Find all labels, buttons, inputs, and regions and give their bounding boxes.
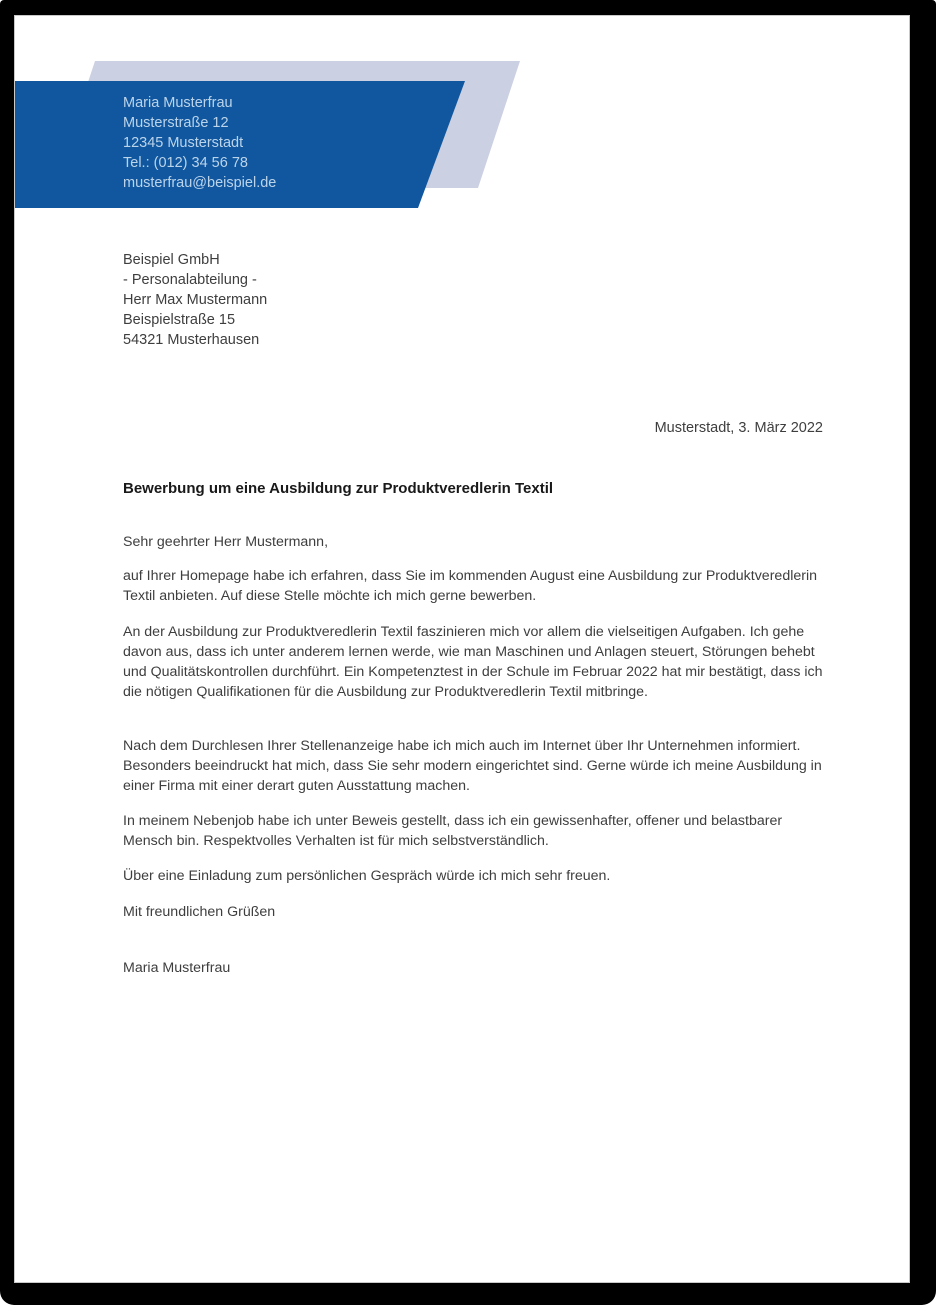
closing-line: Mit freundlichen Grüßen: [123, 904, 276, 920]
sender-phone: Tel.: (012) 34 56 78: [123, 155, 248, 171]
sender-street: Musterstraße 12: [123, 115, 229, 131]
letter-page: [15, 16, 909, 1282]
sender-email: musterfrau@beispiel.de: [123, 175, 277, 191]
recipient-street: Beispielstraße 15: [123, 312, 236, 328]
sender-name: Maria Musterfrau: [123, 95, 233, 111]
recipient-department: - Personalabteilung -: [123, 272, 257, 288]
body-paragraph: In meinem Nebenjob habe ich unter Beweis gestellt, dass ich ein gewissenhafter, offener und belastbarer Mensch bin. Respektvolles Verhalten ist für mich selbstverständlich.: [123, 813, 783, 849]
date-line: Musterstadt, 3. März 2022: [654, 420, 823, 436]
subject-line: Bewerbung um eine Ausbildung zur Produktveredlerin Textil: [123, 480, 554, 497]
recipient-company: Beispiel GmbH: [123, 252, 220, 268]
salutation: Sehr geehrter Herr Mustermann,: [123, 534, 329, 550]
sender-address-block: [123, 93, 443, 193]
body-paragraph: auf Ihrer Homepage habe ich erfahren, dass Sie im kommenden August eine Ausbildung zur Produktveredlerin Textil anbieten. Auf diese Stelle möchte ich mich gerne bewerben.: [123, 568, 818, 604]
recipient-address-block: [123, 250, 523, 350]
recipient-contact: Herr Max Mustermann: [123, 292, 268, 308]
body-paragraph: Über eine Einladung zum persönlichen Gespräch würde ich mich sehr freuen.: [123, 868, 611, 884]
sender-city: 12345 Musterstadt: [123, 135, 244, 151]
recipient-city: 54321 Musterhausen: [123, 332, 260, 348]
body-paragraph: Nach dem Durchlesen Ihrer Stellenanzeige habe ich mich auch im Internet über Ihr Unternehmen informiert. Besonders beeindruckt hat mich, dass Sie sehr modern eingerichtet sind. Gerne würde ich meine Ausbildung in einer Firma mit einer derart guten Ausstattung machen.: [123, 738, 822, 794]
signature-name: Maria Musterfrau: [123, 960, 231, 976]
body-paragraph: An der Ausbildung zur Produktveredlerin Textil faszinieren mich vor allem die vielseitigen Aufgaben. Ich gehe davon aus, dass ich unter anderem lernen werde, wie man Maschinen und Anlagen steuert, Störungen behebt und Qualitätskontrollen durchführt. Ein Kompetenztest in der Schule im Februar 2022 hat mir bestätigt, dass ich die nötigen Qualifikationen für die Ausbildung zur Produktveredlerin Textil mitbringe.: [123, 624, 823, 700]
